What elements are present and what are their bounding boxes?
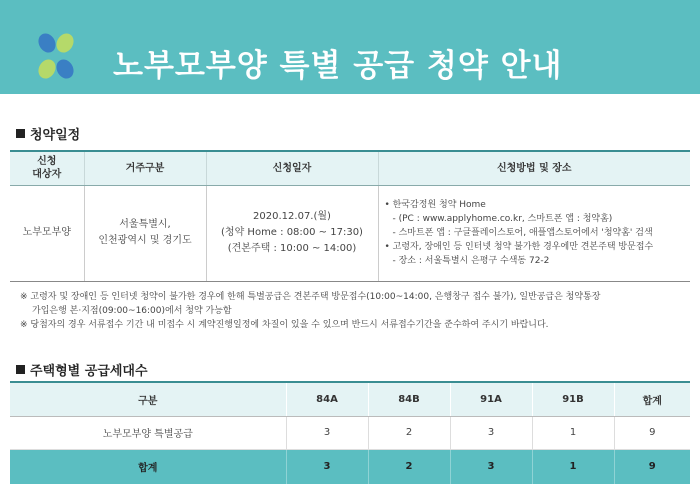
square-bullet-icon bbox=[16, 365, 25, 374]
total-91a: 3 bbox=[450, 449, 532, 484]
note-line: 가입은행 본·지점(09:00~16:00)에서 청약 가능함 bbox=[32, 306, 232, 316]
header-residence: 거주구분 bbox=[84, 151, 206, 185]
date-line: (청약 Home : 08:00 ~ 17:30) bbox=[221, 227, 363, 238]
cell-84b: 2 bbox=[368, 416, 450, 449]
header-91b: 91B bbox=[532, 382, 614, 416]
cell-84a: 3 bbox=[286, 416, 368, 449]
header-91a: 91A bbox=[450, 382, 532, 416]
section-heading-schedule bbox=[16, 124, 80, 143]
total-84a: 3 bbox=[286, 449, 368, 484]
method-line: - 스마트폰 앱 : 구글플레이스토어, 애플앱스토어에서 '청약홈' 검색 bbox=[392, 228, 653, 238]
date-line: 2020.12.07.(월) bbox=[253, 211, 331, 222]
method-line: - (PC : www.applyhome.co.kr, 스마트폰 앱 : 청약홈) bbox=[392, 214, 613, 224]
header-84b: 84B bbox=[368, 382, 450, 416]
header-target bbox=[10, 151, 84, 185]
total-row bbox=[10, 449, 690, 484]
method-line: - 장소 : 서울특별시 은평구 수색동 72-2 bbox=[392, 256, 550, 266]
cell-91b: 1 bbox=[532, 416, 614, 449]
note-line: ※ 당첨자의 경우 서류접수 기간 내 미접수 시 계약진행일정에 차질이 있을 수 있으며 반드시 서류접수기간을 준수하여 주시기 바랍니다. bbox=[20, 320, 549, 330]
header-84a: 84A bbox=[286, 382, 368, 416]
header-category: 구분 bbox=[10, 382, 286, 416]
total-sum: 9 bbox=[614, 449, 690, 484]
section-heading-supply bbox=[16, 360, 148, 379]
supply-table bbox=[10, 381, 690, 484]
total-label: 합계 bbox=[10, 449, 286, 484]
cell-91a: 3 bbox=[450, 416, 532, 449]
total-91b: 1 bbox=[532, 449, 614, 484]
cell-target: 노부모부양 bbox=[10, 185, 84, 281]
section-heading-text: 청약일정 bbox=[30, 128, 81, 143]
section-heading-text: 주택형별 공급세대수 bbox=[30, 364, 148, 379]
cell-total: 9 bbox=[614, 416, 690, 449]
table-row bbox=[10, 185, 690, 281]
residence-line: 인천광역시 및 경기도 bbox=[98, 235, 192, 246]
table-row bbox=[10, 416, 690, 449]
clover-x-icon bbox=[36, 30, 76, 82]
page-title: 노부모부양 특별 공급 청약 안내 bbox=[113, 48, 563, 84]
cell-residence bbox=[84, 185, 206, 281]
cell-date bbox=[206, 185, 378, 281]
header-banner bbox=[0, 0, 700, 94]
total-84b: 2 bbox=[368, 449, 450, 484]
header-target-line2: 대상자 bbox=[32, 169, 62, 181]
header-total: 합계 bbox=[614, 382, 690, 416]
schedule-table bbox=[10, 150, 690, 282]
note-line: ※ 고령자 및 장애인 등 인터넷 청약이 불가한 경우에 한해 특별공급은 견본주택 방문접수(10:00~14:00, 은행창구 접수 불가), 일반공급은 청약통장 bbox=[20, 292, 601, 302]
cell-category: 노부모부양 특별공급 bbox=[10, 416, 286, 449]
method-line: • 고령자, 장애인 등 인터넷 청약 불가한 경우에만 견본주택 방문접수 bbox=[384, 242, 654, 252]
header-date: 신청일자 bbox=[206, 151, 378, 185]
header-target-line1: 신청 bbox=[37, 156, 57, 168]
schedule-notes bbox=[20, 290, 600, 332]
residence-line: 서울특별시, bbox=[119, 219, 171, 230]
header-method: 신청방법 및 장소 bbox=[378, 151, 690, 185]
square-bullet-icon bbox=[16, 129, 25, 138]
method-line: • 한국감정원 청약 Home bbox=[384, 200, 486, 210]
date-line: (견본주택 : 10:00 ~ 14:00) bbox=[227, 243, 357, 254]
cell-method bbox=[378, 185, 690, 281]
